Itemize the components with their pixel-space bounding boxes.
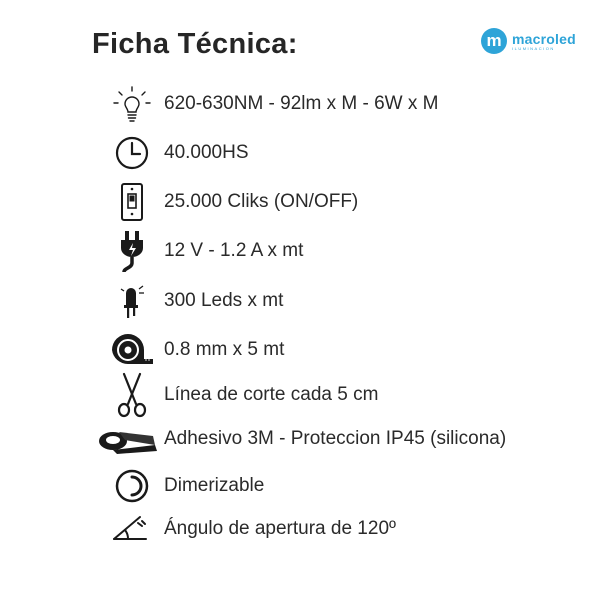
- spec-row-cycles: [100, 180, 590, 224]
- tape-measure-icon: [100, 328, 164, 372]
- spec-lifetime-text: 40.000HS: [164, 142, 249, 163]
- spec-row-lifetime: [100, 131, 590, 175]
- brand-logo: [481, 28, 576, 54]
- scissors-icon: [100, 373, 164, 417]
- spec-row-angle: [100, 507, 590, 551]
- light-switch-icon: [100, 180, 164, 224]
- spec-row-power: [100, 229, 590, 273]
- adhesive-tape-icon: [94, 417, 164, 461]
- spec-wavelength-text: 620-630NM - 92lm x M - 6W x M: [164, 93, 439, 114]
- spec-row-cut: [100, 373, 590, 417]
- spec-power-text: 12 V - 1.2 A x mt: [164, 240, 304, 261]
- spec-row-leds: [100, 279, 590, 323]
- spec-row-adhesive: [100, 417, 590, 461]
- logo-subtitle: ILUMINACION: [512, 45, 555, 51]
- spec-cut-text: Línea de corte cada 5 cm: [164, 384, 379, 405]
- led-icon: [100, 279, 164, 323]
- spec-row-dimmer: [100, 464, 590, 508]
- spec-dimmer-text: Dimerizable: [164, 475, 265, 496]
- dimmer-icon: [100, 464, 164, 508]
- logo-mark: m: [481, 28, 507, 54]
- spec-cycles-text: 25.000 Cliks (ON/OFF): [164, 191, 359, 212]
- angle-icon: [100, 507, 164, 551]
- page-title: Ficha Técnica:: [92, 28, 298, 60]
- spec-size-text: 0.8 mm x 5 mt: [164, 339, 285, 360]
- spec-adhesive-text: Adhesivo 3M - Proteccion IP45 (silicona): [164, 428, 507, 449]
- spec-leds-text: 300 Leds x mt: [164, 290, 284, 311]
- spec-angle-text: Ángulo de apertura de 120º: [164, 518, 396, 539]
- power-plug-icon: [100, 229, 164, 273]
- spec-row-wavelength: [100, 82, 590, 126]
- light-bulb-icon: [100, 82, 164, 126]
- spec-row-size: [100, 328, 590, 372]
- clock-icon: [100, 131, 164, 175]
- logo-name: macroled: [512, 30, 576, 47]
